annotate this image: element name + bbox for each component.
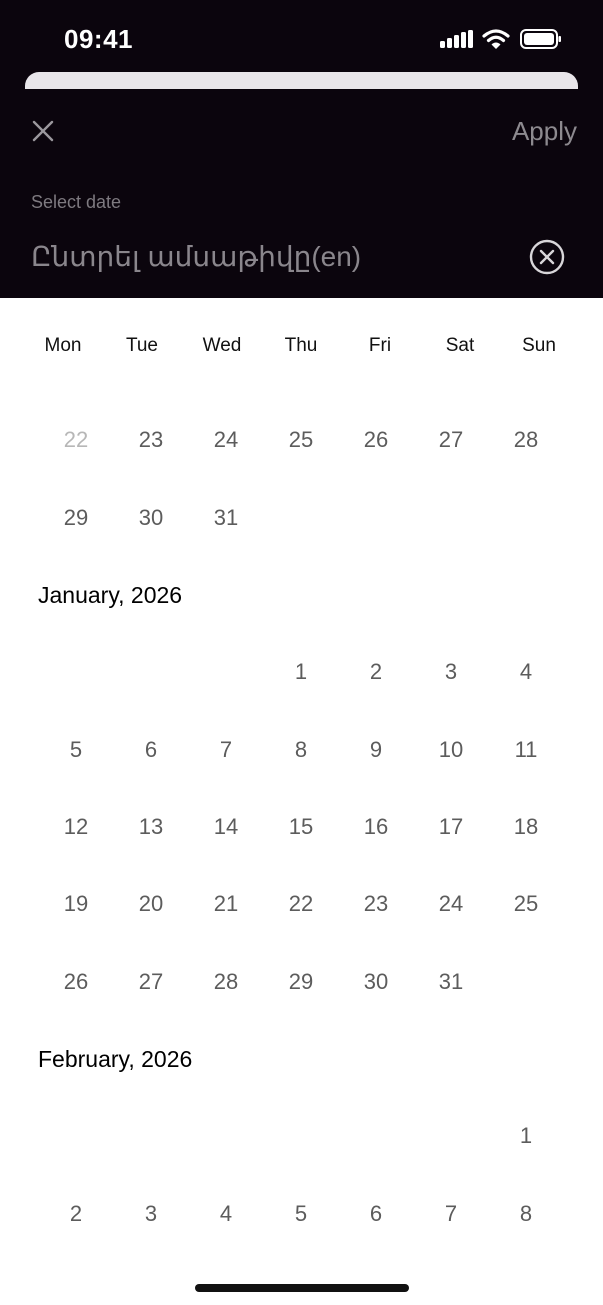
calendar-day[interactable]: 1 <box>294 659 308 684</box>
calendar-day[interactable]: 30 <box>138 505 164 530</box>
calendar-day[interactable]: 28 <box>513 427 539 452</box>
calendar-day[interactable]: 28 <box>213 969 239 994</box>
weekday-label: Fri <box>368 335 392 356</box>
calendar-week-row <box>0 427 603 463</box>
calendar-week-row <box>0 505 603 541</box>
month-title-february: February, 2026 <box>38 1046 193 1072</box>
calendar-day[interactable]: 1 <box>519 1123 533 1148</box>
calendar-day[interactable]: 6 <box>369 1201 383 1226</box>
calendar-day[interactable]: 15 <box>288 814 314 839</box>
calendar-day[interactable]: 27 <box>138 969 164 994</box>
calendar-day[interactable]: 4 <box>219 1201 233 1226</box>
month-title-january: January, 2026 <box>38 582 183 608</box>
calendar-day[interactable]: 14 <box>213 814 239 839</box>
calendar-day[interactable]: 29 <box>288 969 314 994</box>
calendar-week-row <box>0 659 603 695</box>
weekday-label: Tue <box>125 335 159 356</box>
calendar-week-row <box>0 814 603 850</box>
calendar-day[interactable]: 2 <box>369 659 383 684</box>
status-bar <box>0 0 603 72</box>
calendar-day[interactable]: 25 <box>513 891 539 916</box>
calendar-day[interactable]: 30 <box>363 969 389 994</box>
calendar-day[interactable]: 16 <box>363 814 389 839</box>
sheet-grabber-edge <box>25 72 578 89</box>
clear-circle-x-icon[interactable] <box>529 239 565 275</box>
apply-button[interactable]: Apply <box>511 116 577 146</box>
calendar-day[interactable]: 17 <box>438 814 464 839</box>
date-picker-header <box>0 0 603 298</box>
calendar-week-row <box>0 969 603 1005</box>
home-indicator <box>195 1284 409 1292</box>
calendar-day[interactable]: 3 <box>444 659 458 684</box>
calendar-day[interactable]: 25 <box>288 427 314 452</box>
calendar-day[interactable]: 23 <box>138 427 164 452</box>
calendar-day[interactable]: 8 <box>294 737 308 762</box>
weekday-label: Thu <box>284 335 318 356</box>
calendar-day[interactable]: 6 <box>144 737 158 762</box>
calendar-day[interactable]: 9 <box>369 737 383 762</box>
calendar-day[interactable]: 7 <box>444 1201 458 1226</box>
wifi-icon <box>482 28 510 50</box>
calendar-day[interactable]: 22 <box>288 891 314 916</box>
calendar-week-row <box>0 1123 603 1159</box>
calendar-day[interactable]: 19 <box>63 891 89 916</box>
select-date-label: Select date <box>31 192 122 212</box>
calendar-day[interactable]: 5 <box>294 1201 308 1226</box>
calendar-week-row <box>0 737 603 773</box>
calendar-day[interactable]: 23 <box>363 891 389 916</box>
calendar-day[interactable]: 22 <box>63 427 89 452</box>
status-time: 09:41 <box>64 24 133 54</box>
calendar-day[interactable]: 21 <box>213 891 239 916</box>
cellular-signal-icon <box>440 30 474 48</box>
calendar-day[interactable]: 24 <box>213 427 239 452</box>
calendar-day[interactable]: 2 <box>69 1201 83 1226</box>
calendar-day[interactable]: 26 <box>63 969 89 994</box>
calendar-day[interactable]: 4 <box>519 659 533 684</box>
calendar-week-row <box>0 1201 603 1237</box>
calendar-day[interactable]: 3 <box>144 1201 158 1226</box>
weekday-header <box>0 335 603 365</box>
calendar-day[interactable]: 11 <box>514 737 538 762</box>
calendar-day[interactable]: 18 <box>513 814 539 839</box>
calendar-day[interactable]: 29 <box>63 505 89 530</box>
calendar-week-row <box>0 891 603 927</box>
calendar-day[interactable]: 8 <box>519 1201 533 1226</box>
weekday-label: Mon <box>44 335 82 356</box>
calendar-day[interactable]: 31 <box>438 969 464 994</box>
weekday-label: Wed <box>202 335 242 356</box>
calendar-day[interactable]: 20 <box>138 891 164 916</box>
calendar-day[interactable]: 24 <box>438 891 464 916</box>
calendar-day[interactable]: 10 <box>438 737 464 762</box>
weekday-label: Sat <box>445 335 475 356</box>
calendar-day[interactable]: 31 <box>213 505 239 530</box>
close-icon[interactable] <box>29 117 57 145</box>
weekday-label: Sun <box>522 335 556 356</box>
date-input[interactable]: Ընտրել ամսաթիվը(en) <box>31 241 362 272</box>
calendar-day[interactable]: 27 <box>438 427 464 452</box>
calendar-day[interactable]: 5 <box>69 737 83 762</box>
calendar-day[interactable]: 7 <box>219 737 233 762</box>
calendar-day[interactable]: 12 <box>63 814 89 839</box>
calendar-day[interactable]: 26 <box>363 427 389 452</box>
calendar-day[interactable]: 13 <box>138 814 164 839</box>
battery-icon <box>520 29 562 49</box>
